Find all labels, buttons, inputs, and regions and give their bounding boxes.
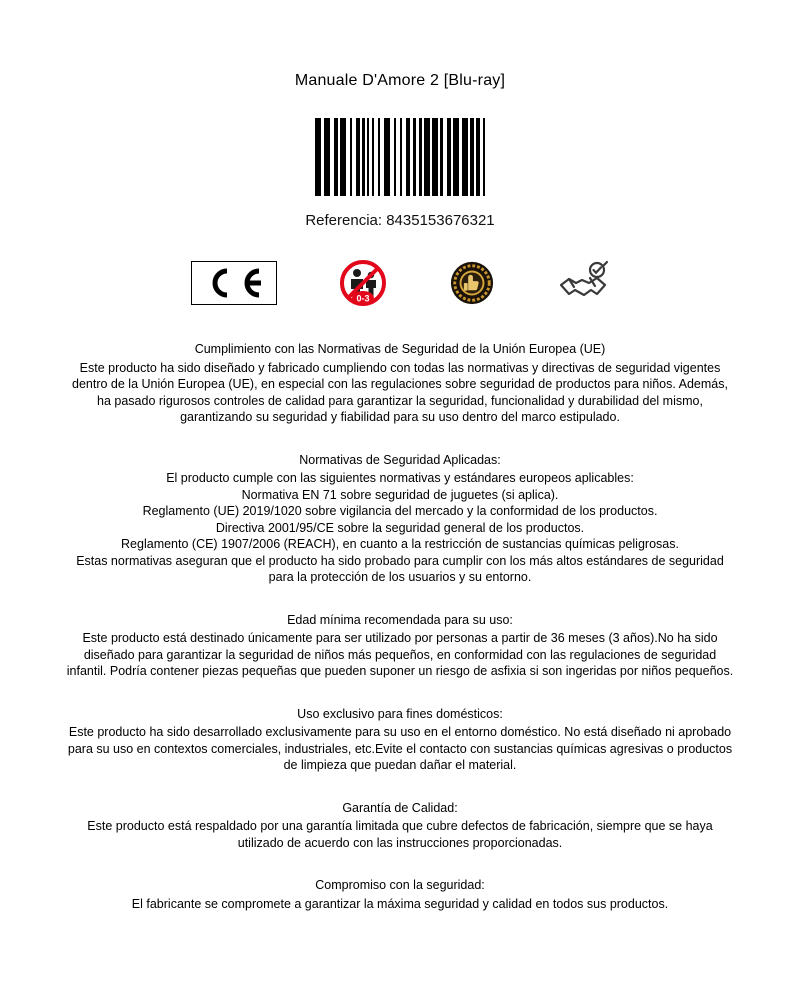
handshake-approval-icon <box>557 259 609 307</box>
section-paragraph: Este producto está respaldado por una garantía limitada que cubre defectos de fabricación, siempre que se haya utilizado de acuerdo con las instrucciones proporcionadas. <box>87 819 713 850</box>
no-children-under-3-icon <box>339 259 387 307</box>
barcode-bars <box>315 118 485 196</box>
section-paragraph: Reglamento (CE) 1907/2006 (REACH), en cuanto a la restricción de sustancias químicas peligrosas. <box>121 537 679 551</box>
reference-number: Referencia: 8435153676321 <box>305 212 495 229</box>
section-spacer <box>40 600 760 612</box>
page-title: Manuale D'Amore 2 [Blu-ray] <box>294 72 506 89</box>
section-heading: Compromiso con la seguridad: <box>315 878 485 892</box>
section-spacer <box>40 440 760 452</box>
section-heading: Garantía de Calidad: <box>342 800 458 815</box>
ce-mark-icon <box>191 261 277 305</box>
section-paragraph: Reglamento (UE) 2019/1020 sobre vigilancia del mercado y la conformidad de los productos. <box>142 504 658 518</box>
section-paragraph: Directiva 2001/95/CE sobre la seguridad general de los productos. <box>215 520 585 535</box>
compliance-icons-row <box>40 259 760 307</box>
barcode-bar <box>483 118 485 196</box>
section-heading: Edad mínima recomendada para su uso: <box>287 612 513 627</box>
section-paragraph: El producto cumple con las siguientes normativas y estándares europeos aplicables: <box>166 471 634 485</box>
section-spacer <box>40 694 760 706</box>
section-paragraph: Este producto ha sido diseñado y fabricado cumpliendo con todas las normativas y directivas de seguridad vigentes dentro de la Unión Europea (UE), en especial con las regulaciones sobre seguridad de productos para niños. Además, ha pasado rigurosos controles de calidad para garantizar la seguridad, funcionalidad y durabilidad del mismo, garantizando su seguridad y fiabilidad para su uso dentro del marco estipulado. <box>72 360 728 424</box>
document-body <box>40 341 760 912</box>
section-paragraph: El fabricante se compromete a garantizar la máxima seguridad y calidad en todos sus productos. <box>131 896 669 911</box>
barcode <box>40 118 760 196</box>
section-heading: Uso exclusivo para fines domésticos: <box>297 706 503 721</box>
section-heading: Normativas de Seguridad Aplicadas: <box>299 452 501 467</box>
section-paragraph: Estas normativas aseguran que el producto ha sido probado para cumplir con los más altos estándares de seguridad para la protección de los usuarios y su entorno. <box>76 553 724 584</box>
section-paragraph: Normativa EN 71 sobre seguridad de juguetes (si aplica). <box>241 487 559 502</box>
section-paragraph: Este producto está destinado únicamente para ser utilizado por personas a partir de 36 meses (3 años).No ha sido diseñado para garantizar la seguridad de niños más pequeños, en conformidad con las regulaciones de seguridad infantil. Podría contener piezas pequeñas que pueden suponer un riesgo de asfixia si son ingeridas por niños pequeños. <box>66 631 734 678</box>
section-paragraph: Este producto ha sido desarrollado exclusivamente para su uso en el entorno doméstico. No está diseñado ni aprobado para su uso en contextos comerciales, industriales, etc.Evite el contacto con sustancias químicas agresivas o productos de limpieza que puedan dañar el material. <box>67 725 733 772</box>
svg-text:0-3: 0-3 <box>356 293 370 304</box>
quality-medal-icon <box>449 260 495 306</box>
section-spacer <box>40 865 760 877</box>
document-page <box>0 72 800 992</box>
section-heading: Cumplimiento con las Normativas de Seguridad de la Unión Europea (UE) <box>194 342 606 356</box>
section-spacer <box>40 788 760 800</box>
